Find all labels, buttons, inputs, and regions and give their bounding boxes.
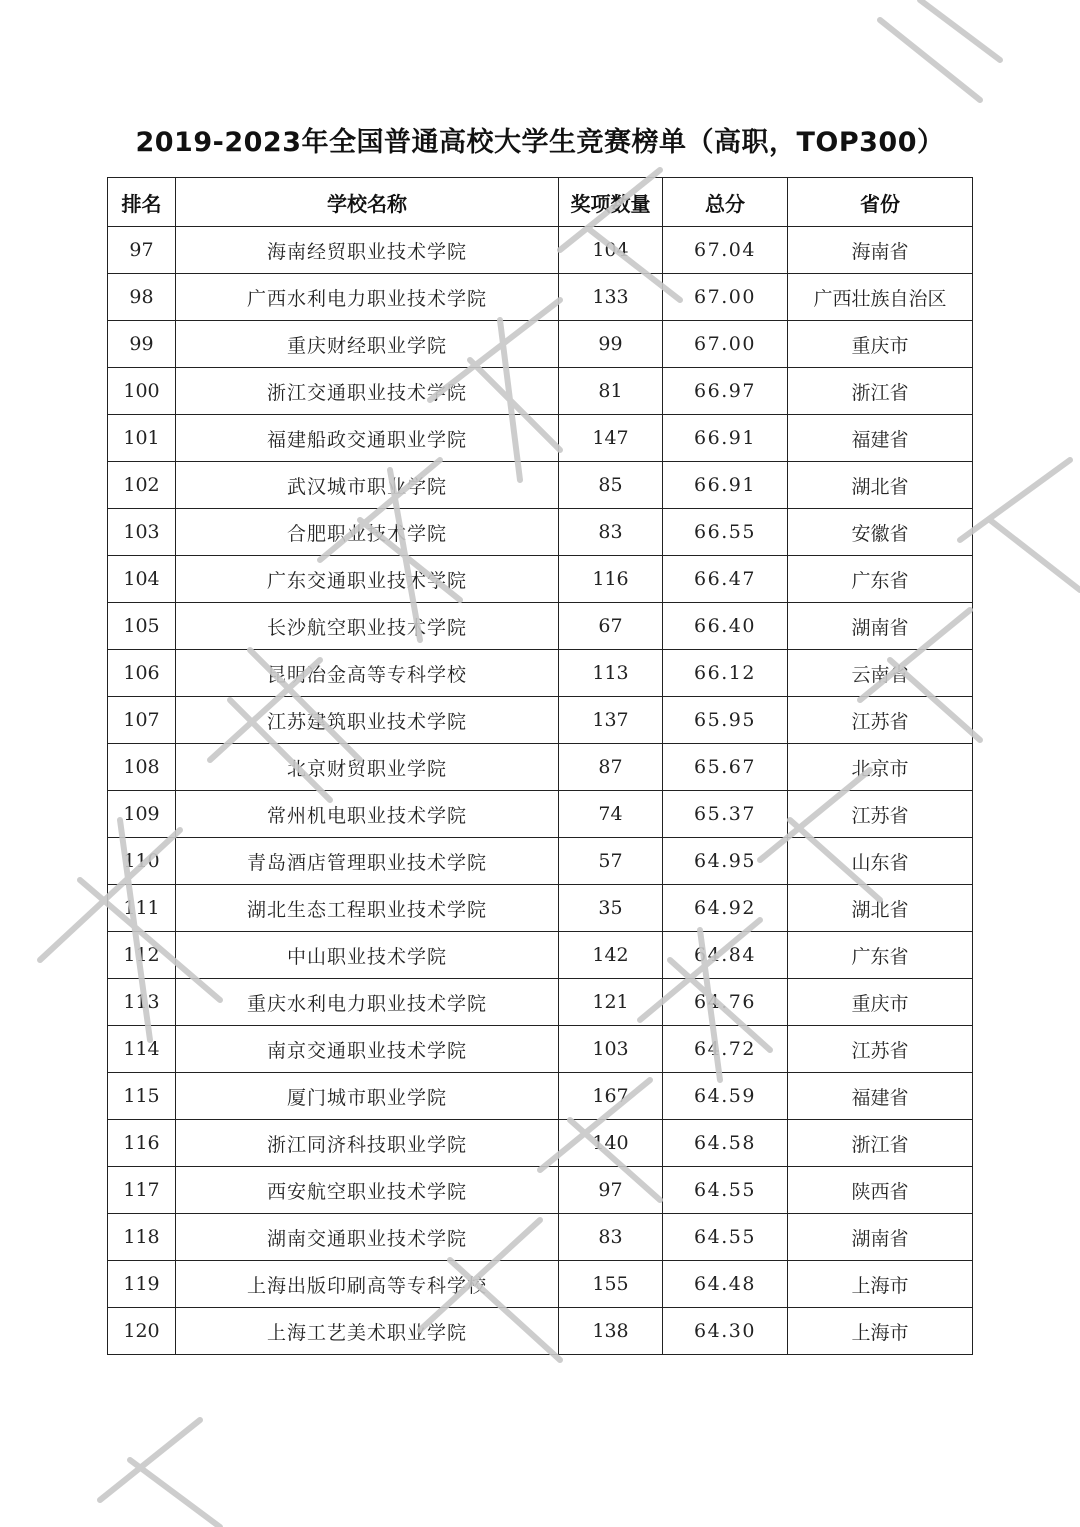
rank-cell: 103: [108, 509, 176, 556]
province-cell: 广东省: [788, 932, 973, 979]
table-row: [108, 838, 973, 885]
school-name-cell: 西安航空职业技术学院: [176, 1167, 559, 1214]
total-score-cell: 66.47: [663, 556, 788, 603]
school-name-cell: 广东交通职业技术学院: [176, 556, 559, 603]
table-header-row: [108, 178, 973, 227]
rank-cell: 110: [108, 838, 176, 885]
school-name-cell: 福建船政交通职业学院: [176, 415, 559, 462]
total-score-cell: 66.97: [663, 368, 788, 415]
total-score-cell: 64.76: [663, 979, 788, 1026]
header-province: 省份: [788, 178, 973, 227]
total-score-cell: 66.91: [663, 462, 788, 509]
awards-count-cell: 155: [559, 1261, 663, 1308]
awards-count-cell: 116: [559, 556, 663, 603]
school-name-cell: 上海出版印刷高等专科学校: [176, 1261, 559, 1308]
table-row: [108, 227, 973, 274]
table-row: [108, 979, 973, 1026]
header-awards: 奖项数量: [559, 178, 663, 227]
school-name-cell: 青岛酒店管理职业技术学院: [176, 838, 559, 885]
school-name-cell: 中山职业技术学院: [176, 932, 559, 979]
rank-cell: 112: [108, 932, 176, 979]
total-score-cell: 65.37: [663, 791, 788, 838]
awards-count-cell: 104: [559, 227, 663, 274]
table-row: [108, 415, 973, 462]
header-score: 总分: [663, 178, 788, 227]
awards-count-cell: 74: [559, 791, 663, 838]
province-cell: 云南省: [788, 650, 973, 697]
province-cell: 重庆市: [788, 979, 973, 1026]
total-score-cell: 64.95: [663, 838, 788, 885]
province-cell: 浙江省: [788, 1120, 973, 1167]
total-score-cell: 64.92: [663, 885, 788, 932]
table-row: [108, 932, 973, 979]
awards-count-cell: 83: [559, 1214, 663, 1261]
province-cell: 山东省: [788, 838, 973, 885]
school-name-cell: 广西水利电力职业技术学院: [176, 274, 559, 321]
table-row: [108, 885, 973, 932]
province-cell: 上海市: [788, 1308, 973, 1355]
table-row: [108, 650, 973, 697]
rank-cell: 99: [108, 321, 176, 368]
table-row: [108, 1308, 973, 1355]
rank-cell: 114: [108, 1026, 176, 1073]
table-row: [108, 462, 973, 509]
province-cell: 陕西省: [788, 1167, 973, 1214]
province-cell: 重庆市: [788, 321, 973, 368]
rank-cell: 101: [108, 415, 176, 462]
awards-count-cell: 87: [559, 744, 663, 791]
total-score-cell: 67.00: [663, 321, 788, 368]
province-cell: 福建省: [788, 415, 973, 462]
province-cell: 上海市: [788, 1261, 973, 1308]
province-cell: 广西壮族自治区: [788, 274, 973, 321]
awards-count-cell: 147: [559, 415, 663, 462]
table-row: [108, 1214, 973, 1261]
ranking-table: [107, 177, 973, 1355]
rank-cell: 115: [108, 1073, 176, 1120]
rank-cell: 113: [108, 979, 176, 1026]
school-name-cell: 厦门城市职业学院: [176, 1073, 559, 1120]
rank-cell: 116: [108, 1120, 176, 1167]
school-name-cell: 南京交通职业技术学院: [176, 1026, 559, 1073]
school-name-cell: 昆明冶金高等专科学校: [176, 650, 559, 697]
school-name-cell: 海南经贸职业技术学院: [176, 227, 559, 274]
school-name-cell: 北京财贸职业学院: [176, 744, 559, 791]
province-cell: 北京市: [788, 744, 973, 791]
table-row: [108, 1167, 973, 1214]
table-row: [108, 556, 973, 603]
school-name-cell: 湖北生态工程职业技术学院: [176, 885, 559, 932]
awards-count-cell: 142: [559, 932, 663, 979]
rank-cell: 100: [108, 368, 176, 415]
rank-cell: 105: [108, 603, 176, 650]
rank-cell: 119: [108, 1261, 176, 1308]
province-cell: 江苏省: [788, 1026, 973, 1073]
rank-cell: 106: [108, 650, 176, 697]
table-row: [108, 791, 973, 838]
total-score-cell: 66.40: [663, 603, 788, 650]
province-cell: 浙江省: [788, 368, 973, 415]
rank-cell: 108: [108, 744, 176, 791]
total-score-cell: 64.48: [663, 1261, 788, 1308]
table-body: [108, 227, 973, 1355]
school-name-cell: 合肥职业技术学院: [176, 509, 559, 556]
school-name-cell: 湖南交通职业技术学院: [176, 1214, 559, 1261]
rank-cell: 118: [108, 1214, 176, 1261]
page-title: 2019-2023年全国普通高校大学生竞赛榜单（高职，TOP300）: [135, 127, 945, 158]
header-school: 学校名称: [176, 178, 559, 227]
table-row: [108, 274, 973, 321]
total-score-cell: 66.91: [663, 415, 788, 462]
total-score-cell: 65.67: [663, 744, 788, 791]
awards-count-cell: 103: [559, 1026, 663, 1073]
total-score-cell: 64.55: [663, 1167, 788, 1214]
awards-count-cell: 99: [559, 321, 663, 368]
province-cell: 海南省: [788, 227, 973, 274]
awards-count-cell: 133: [559, 274, 663, 321]
province-cell: 湖北省: [788, 885, 973, 932]
awards-count-cell: 57: [559, 838, 663, 885]
awards-count-cell: 167: [559, 1073, 663, 1120]
awards-count-cell: 113: [559, 650, 663, 697]
school-name-cell: 上海工艺美术职业学院: [176, 1308, 559, 1355]
rank-cell: 98: [108, 274, 176, 321]
table-row: [108, 368, 973, 415]
school-name-cell: 长沙航空职业技术学院: [176, 603, 559, 650]
total-score-cell: 67.04: [663, 227, 788, 274]
awards-count-cell: 138: [559, 1308, 663, 1355]
table-row: [108, 603, 973, 650]
school-name-cell: 江苏建筑职业技术学院: [176, 697, 559, 744]
header-rank: 排名: [108, 178, 176, 227]
school-name-cell: 浙江同济科技职业学院: [176, 1120, 559, 1167]
province-cell: 湖南省: [788, 1214, 973, 1261]
awards-count-cell: 137: [559, 697, 663, 744]
total-score-cell: 66.55: [663, 509, 788, 556]
table-row: [108, 1120, 973, 1167]
rank-cell: 104: [108, 556, 176, 603]
school-name-cell: 武汉城市职业学院: [176, 462, 559, 509]
province-cell: 福建省: [788, 1073, 973, 1120]
awards-count-cell: 97: [559, 1167, 663, 1214]
total-score-cell: 66.12: [663, 650, 788, 697]
awards-count-cell: 85: [559, 462, 663, 509]
awards-count-cell: 83: [559, 509, 663, 556]
awards-count-cell: 67: [559, 603, 663, 650]
rank-cell: 120: [108, 1308, 176, 1355]
province-cell: 湖南省: [788, 603, 973, 650]
total-score-cell: 64.84: [663, 932, 788, 979]
school-name-cell: 浙江交通职业技术学院: [176, 368, 559, 415]
rank-cell: 97: [108, 227, 176, 274]
awards-count-cell: 140: [559, 1120, 663, 1167]
table-row: [108, 1261, 973, 1308]
province-cell: 江苏省: [788, 697, 973, 744]
total-score-cell: 64.72: [663, 1026, 788, 1073]
table-row: [108, 697, 973, 744]
province-cell: 广东省: [788, 556, 973, 603]
school-name-cell: 常州机电职业技术学院: [176, 791, 559, 838]
province-cell: 湖北省: [788, 462, 973, 509]
province-cell: 安徽省: [788, 509, 973, 556]
total-score-cell: 64.55: [663, 1214, 788, 1261]
table-row: [108, 1026, 973, 1073]
school-name-cell: 重庆财经职业学院: [176, 321, 559, 368]
school-name-cell: 重庆水利电力职业技术学院: [176, 979, 559, 1026]
awards-count-cell: 81: [559, 368, 663, 415]
rank-cell: 117: [108, 1167, 176, 1214]
table-row: [108, 1073, 973, 1120]
rank-cell: 107: [108, 697, 176, 744]
total-score-cell: 67.00: [663, 274, 788, 321]
table-row: [108, 744, 973, 791]
rank-cell: 111: [108, 885, 176, 932]
total-score-cell: 64.30: [663, 1308, 788, 1355]
rank-cell: 102: [108, 462, 176, 509]
total-score-cell: 65.95: [663, 697, 788, 744]
province-cell: 江苏省: [788, 791, 973, 838]
rank-cell: 109: [108, 791, 176, 838]
table-row: [108, 321, 973, 368]
awards-count-cell: 35: [559, 885, 663, 932]
total-score-cell: 64.59: [663, 1073, 788, 1120]
table-row: [108, 509, 973, 556]
awards-count-cell: 121: [559, 979, 663, 1026]
total-score-cell: 64.58: [663, 1120, 788, 1167]
